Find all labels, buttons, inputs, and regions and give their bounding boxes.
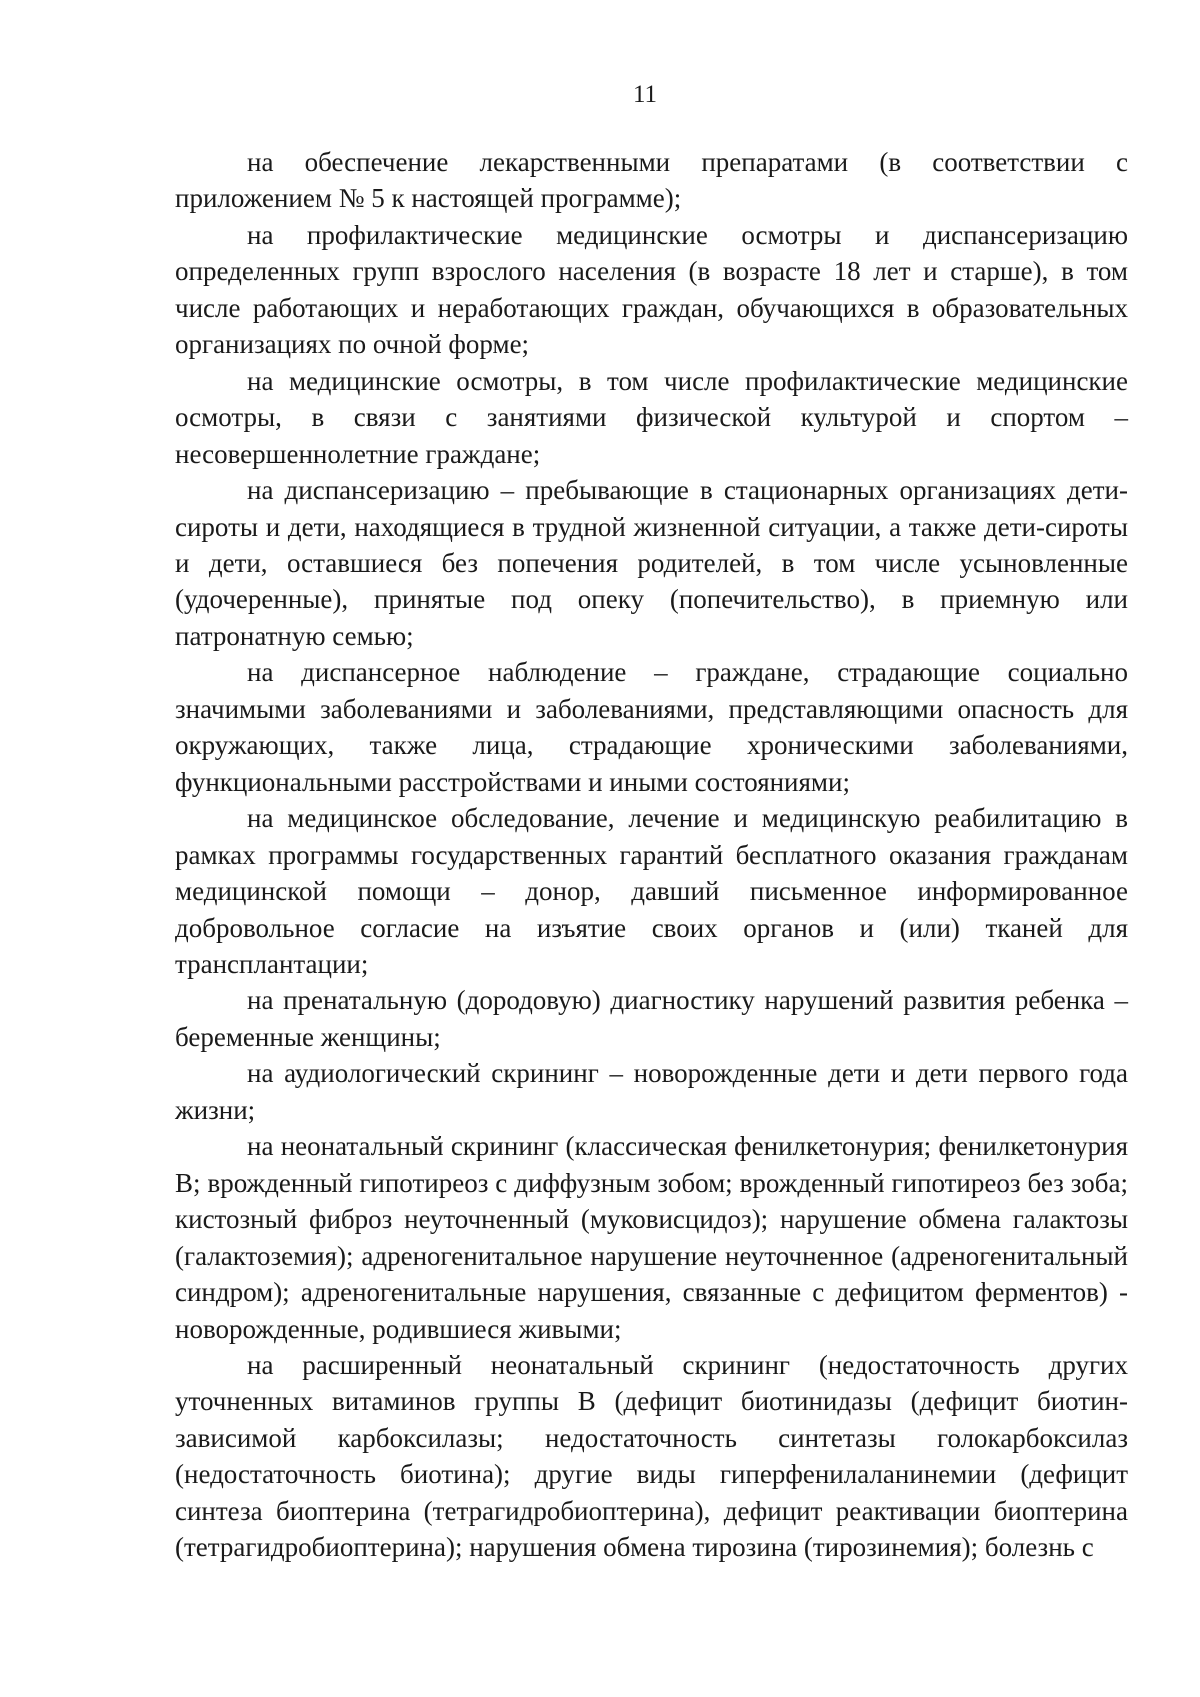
paragraph-audiology-screening: на аудиологический скрининг – новорожденные дети и дети первого года жизни; xyxy=(175,1058,1128,1125)
paragraph-neonatal-screening: на неонатальный скрининг (классическая фенилкетонурия; фенилкетонурия B; врожденный гипотиреоз с диффузным зобом; врожденный гипотиреоз без зоба; кистозный фиброз неуточненный (муковисцидоз); нарушение обмена галактозы (галактоземия); адреногенитальное нарушение неуточненное (адреногенитальный синдром); адреногенитальные нарушения, связанные с дефицитом ферментов) - новорожденные, родившиеся живыми; xyxy=(175,1131,1128,1344)
paragraph-adult-checkups: на профилактические медицинские осмотры и диспансеризацию определенных групп взрослого населения (в возрасте 18 лет и старше), в том числе работающих и неработающих граждан, обучающихся в образовательных организациях по очной форме; xyxy=(175,219,1128,360)
paragraph-prenatal-diagnostics: на пренатальную (дородовую) диагностику нарушений развития ребенка – беременные женщины; xyxy=(175,985,1128,1052)
paragraph-minor-checkups: на медицинские осмотры, в том числе профилактические медицинские осмотры, в связи с занятиями физической культурой и спортом – несовершеннолетние граждане; xyxy=(175,365,1128,469)
paragraph-orphan-dispensarization: на диспансеризацию – пребывающие в стационарных организациях дети-сироты и дети, находящиеся в трудной жизненной ситуации, а также дети-сироты и дети, оставшиеся без попечения родителей, в том числе усыновленные (удочеренные), принятые под опеку (попечительство), в приемную или патронатную семью; xyxy=(175,475,1128,651)
paragraph-dispensary-observation: на диспансерное наблюдение – граждане, страдающие социально значимыми заболеваниями и заболеваниями, представляющими опасность для окружающих, также лица, страдающие хроническими заболеваниями, функциональными расстройствами и иными состояниями; xyxy=(175,657,1128,797)
paragraph-donor-care: на медицинское обследование, лечение и медицинскую реабилитацию в рамках программы государственных гарантий бесплатного оказания гражданам медицинской помощи – донор, давший письменное информированное добровольное согласие на изъятие своих органов и (или) тканей для трансплантации; xyxy=(175,803,1128,979)
paragraph-medicines: на обеспечение лекарственными препаратами (в соответствии с приложением № 5 к настоящей программе); xyxy=(175,147,1128,214)
page-number: 11 xyxy=(632,81,658,108)
document-body xyxy=(175,144,1128,1566)
paragraph-extended-neonatal-screening: на расширенный неонатальный скрининг (недостаточность других уточненных витаминов группы B (дефицит биотинидазы (дефицит биотин-зависимой карбоксилазы; недостаточность синтетазы голокарбоксилаз (недостаточность биотина); другие виды гиперфенилаланинемии (дефицит синтеза биоптерина (тетрагидробиоптерина), дефицит реактивации биоптерина (тетрагидробиоптерина); нарушения обмена тирозина (тирозинемия); болезнь с xyxy=(175,1349,1128,1563)
